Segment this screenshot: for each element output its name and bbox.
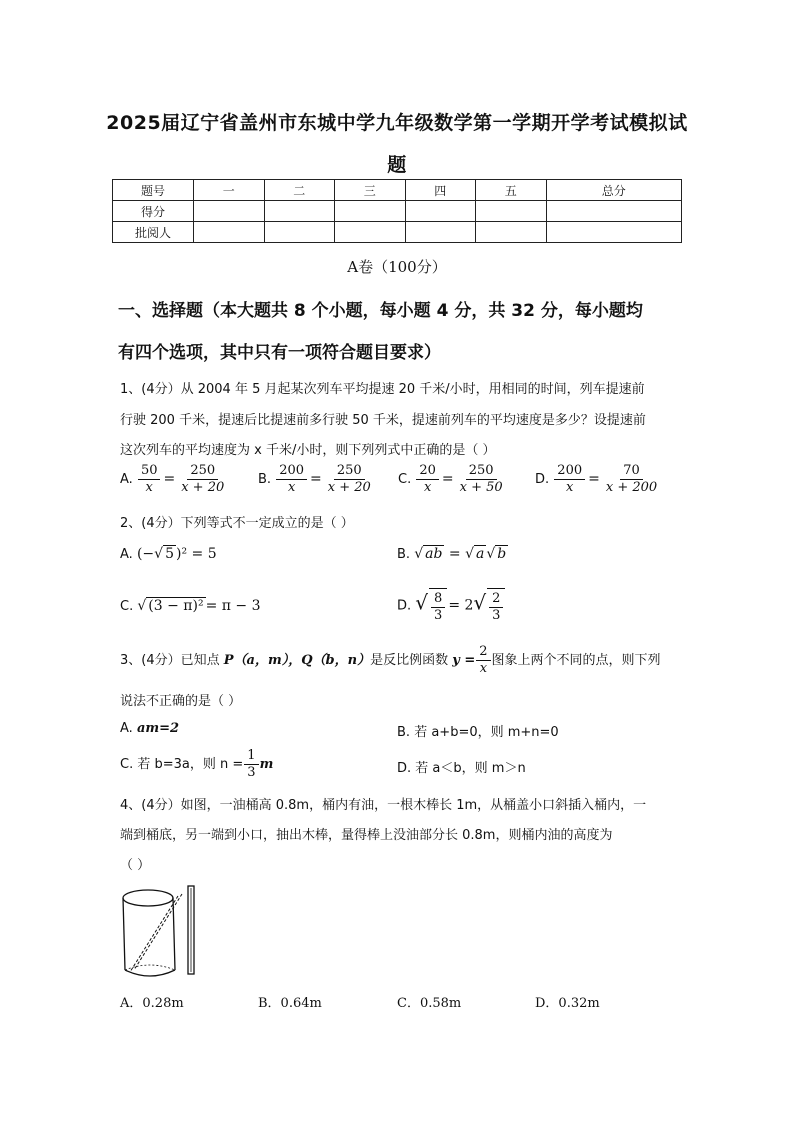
numerator: 50 — [138, 463, 161, 480]
q1-line2: 行驶 200 千米，提速后比提速前多行驶 50 千米，提速前列车的平均速度是多少？设提速前 — [120, 413, 646, 428]
reviewer-cell[interactable] — [546, 222, 682, 243]
q1-option-a[interactable]: A. $\frac{50}{x}$ = $\frac{250}{x + 20}$ — [120, 463, 228, 496]
score-cell[interactable] — [476, 201, 547, 222]
fraction — [138, 463, 161, 496]
volume-a-heading: A卷（100分） — [347, 258, 447, 276]
q3-option-c[interactable] — [120, 748, 273, 781]
radicand: (3 − π)² — [148, 598, 204, 614]
q1-line3: 这次列车的平均速度为 x 千米/小时，则下列列式中正确的是（ ） — [120, 443, 496, 458]
fraction — [457, 463, 506, 496]
section-heading-line1: 一、选择题（本大题共 8 个小题，每小题 4 分，共 32 分，每小题均 — [118, 301, 643, 321]
table-header-cell: 总分 — [546, 180, 682, 201]
option-text: 若 a+b=0，则 m+n=0 — [414, 725, 559, 740]
score-cell[interactable] — [335, 201, 406, 222]
reviewer-cell[interactable] — [405, 222, 476, 243]
denominator: 3 — [492, 608, 501, 623]
score-cell[interactable] — [264, 201, 335, 222]
score-row — [113, 201, 682, 222]
radicand: b — [497, 546, 507, 562]
numerator: 250 — [334, 463, 365, 480]
denominator: x — [145, 480, 153, 495]
q3-line2: 说法不正确的是（ ） — [120, 694, 242, 709]
reviewer-cell[interactable] — [264, 222, 335, 243]
fraction — [476, 644, 490, 677]
numerator: 200 — [554, 463, 585, 480]
fraction — [416, 463, 439, 496]
table-row-label: 得分 — [113, 201, 194, 222]
q1-option-b[interactable]: B. $\frac{200}{x}$ = $\frac{250}{x + 20}$ — [258, 463, 375, 496]
q3-stem-post: 图象上两个不同的点，则下列 — [491, 653, 661, 668]
score-table — [112, 179, 682, 243]
score-cell[interactable] — [546, 201, 682, 222]
q3-stem-pre: 3、(4分）已知点 — [120, 653, 220, 668]
document-title-line1: 2025届辽宁省盖州市东城中学九年级数学第一学期开学考试模拟试 — [106, 112, 688, 134]
q2-option-c[interactable]: C. √ (3 − π)² = π − 3 — [120, 598, 261, 614]
option-label: A. — [120, 721, 133, 736]
score-cell[interactable] — [194, 201, 265, 222]
table-header-cell: 五 — [476, 180, 547, 201]
option-label: B. — [397, 547, 411, 562]
option-label: C. — [120, 757, 134, 772]
option-text: 若 b=3a，则 n = — [137, 757, 244, 772]
q4-option-c[interactable]: C．0.58m — [397, 996, 462, 1011]
numerator: 1 — [244, 748, 258, 765]
option-label: B. — [258, 472, 272, 487]
denominator: x — [287, 480, 296, 495]
option-text: am=2 — [136, 721, 180, 736]
q2-option-b[interactable]: B. √ ab = √ a √ b — [397, 546, 507, 562]
radicand: a — [476, 546, 485, 562]
q3-stem — [120, 644, 661, 677]
reviewer-cell[interactable] — [476, 222, 547, 243]
denominator: x — [423, 480, 432, 495]
fraction — [603, 463, 660, 496]
math-text: (− — [136, 546, 155, 562]
q3-option-b[interactable] — [397, 721, 559, 740]
denominator: x + 50 — [459, 480, 503, 495]
fraction — [554, 463, 585, 496]
section-heading-line2: 有四个选项，其中只有一项符合题目要求） — [118, 343, 441, 363]
reviewer-cell[interactable] — [194, 222, 265, 243]
denominator: x + 20 — [327, 480, 371, 495]
option-label: D. — [397, 761, 412, 776]
option-label: A. — [120, 547, 133, 562]
denominator: 3 — [247, 765, 256, 780]
fraction — [487, 588, 505, 624]
q2-stem: 2、(4分）下列等式不一定成立的是（ ） — [120, 516, 354, 531]
table-header-cell: 题号 — [113, 180, 194, 201]
q4-option-d[interactable]: D．0.32m — [535, 996, 600, 1011]
score-cell[interactable] — [405, 201, 476, 222]
numerator: 2 — [489, 591, 503, 608]
score-table-header-row — [113, 180, 682, 201]
numerator: 250 — [466, 463, 497, 480]
denominator: x — [566, 480, 574, 495]
q3-function-y: y = — [452, 653, 476, 668]
reviewer-cell[interactable] — [335, 222, 406, 243]
q3-stem-mid: 是反比例函数 — [370, 653, 449, 668]
q3-option-d[interactable] — [397, 757, 526, 776]
q3-points: P（a，m），Q（b，n） — [223, 653, 371, 668]
math-text: = 2 — [448, 597, 474, 614]
math-text: )² = 5 — [175, 546, 217, 562]
fraction — [244, 748, 258, 781]
denominator: 3 — [434, 608, 443, 623]
q2-option-d[interactable]: D. √ $\frac{8}{3}$ = 2√ $\frac{2}{3}$ — [397, 588, 506, 624]
fraction — [325, 463, 374, 496]
reviewer-row — [113, 222, 682, 243]
math-text: = π − 3 — [205, 598, 261, 614]
q4-line1: 4、(4分）如图，一油桶高 0.8m，桶内有油，一根木棒长 1m，从桶盖小口斜插入桶内，一 — [120, 798, 647, 813]
numerator: 20 — [416, 463, 439, 480]
denominator: x — [479, 661, 488, 676]
q3-option-a[interactable] — [120, 721, 179, 736]
numerator: 250 — [187, 463, 218, 480]
option-label: C. — [120, 599, 134, 614]
option-label: C. — [398, 472, 412, 487]
radicand: ab — [425, 546, 443, 562]
option-label: D. — [397, 598, 412, 614]
option-label: A. — [120, 472, 133, 487]
numerator: 70 — [620, 463, 643, 480]
table-header-cell: 二 — [264, 180, 335, 201]
q4-option-a[interactable]: A．0.28m — [120, 996, 184, 1011]
denominator: x + 200 — [605, 480, 658, 495]
table-header-cell: 三 — [335, 180, 406, 201]
q1-option-c[interactable]: C. $\frac{20}{x}$ = $\frac{250}{x + 50}$ — [398, 463, 507, 496]
document-title-line2: 题 — [387, 154, 407, 176]
table-row-label: 批阅人 — [113, 222, 194, 243]
q4-line3: （ ） — [120, 858, 151, 873]
fraction — [276, 463, 307, 496]
option-label: D. — [535, 472, 550, 487]
table-header-cell: 一 — [194, 180, 265, 201]
q1-option-d[interactable]: D. $\frac{200}{x}$ = $\frac{70}{x + 200}$ — [535, 463, 661, 496]
radicand: 5 — [165, 546, 174, 562]
fraction — [178, 463, 227, 496]
option-label: B. — [397, 725, 411, 740]
q1-line1: 1、(4分）从 2004 年 5 月起某次列车平均提速 20 千米/小时，用相同的时间，列车提速前 — [120, 382, 645, 397]
numerator: 2 — [476, 644, 490, 661]
q4-option-b[interactable]: B．0.64m — [258, 996, 322, 1011]
fraction — [429, 588, 447, 624]
numerator: 8 — [431, 591, 445, 608]
denominator: x + 20 — [181, 480, 225, 495]
q4-line2: 端到桶底，另一端到小口，抽出木棒，量得棒上没油部分长 0.8m，则桶内油的高度为 — [120, 828, 613, 843]
oil-barrel-figure — [118, 882, 200, 982]
table-header-cell: 四 — [405, 180, 476, 201]
option-text: 若 a＜b，则 m＞n — [415, 761, 526, 776]
option-text: m — [259, 757, 274, 772]
q2-option-a[interactable]: A. (−√ 5 )² = 5 — [120, 546, 217, 562]
numerator: 200 — [276, 463, 307, 480]
